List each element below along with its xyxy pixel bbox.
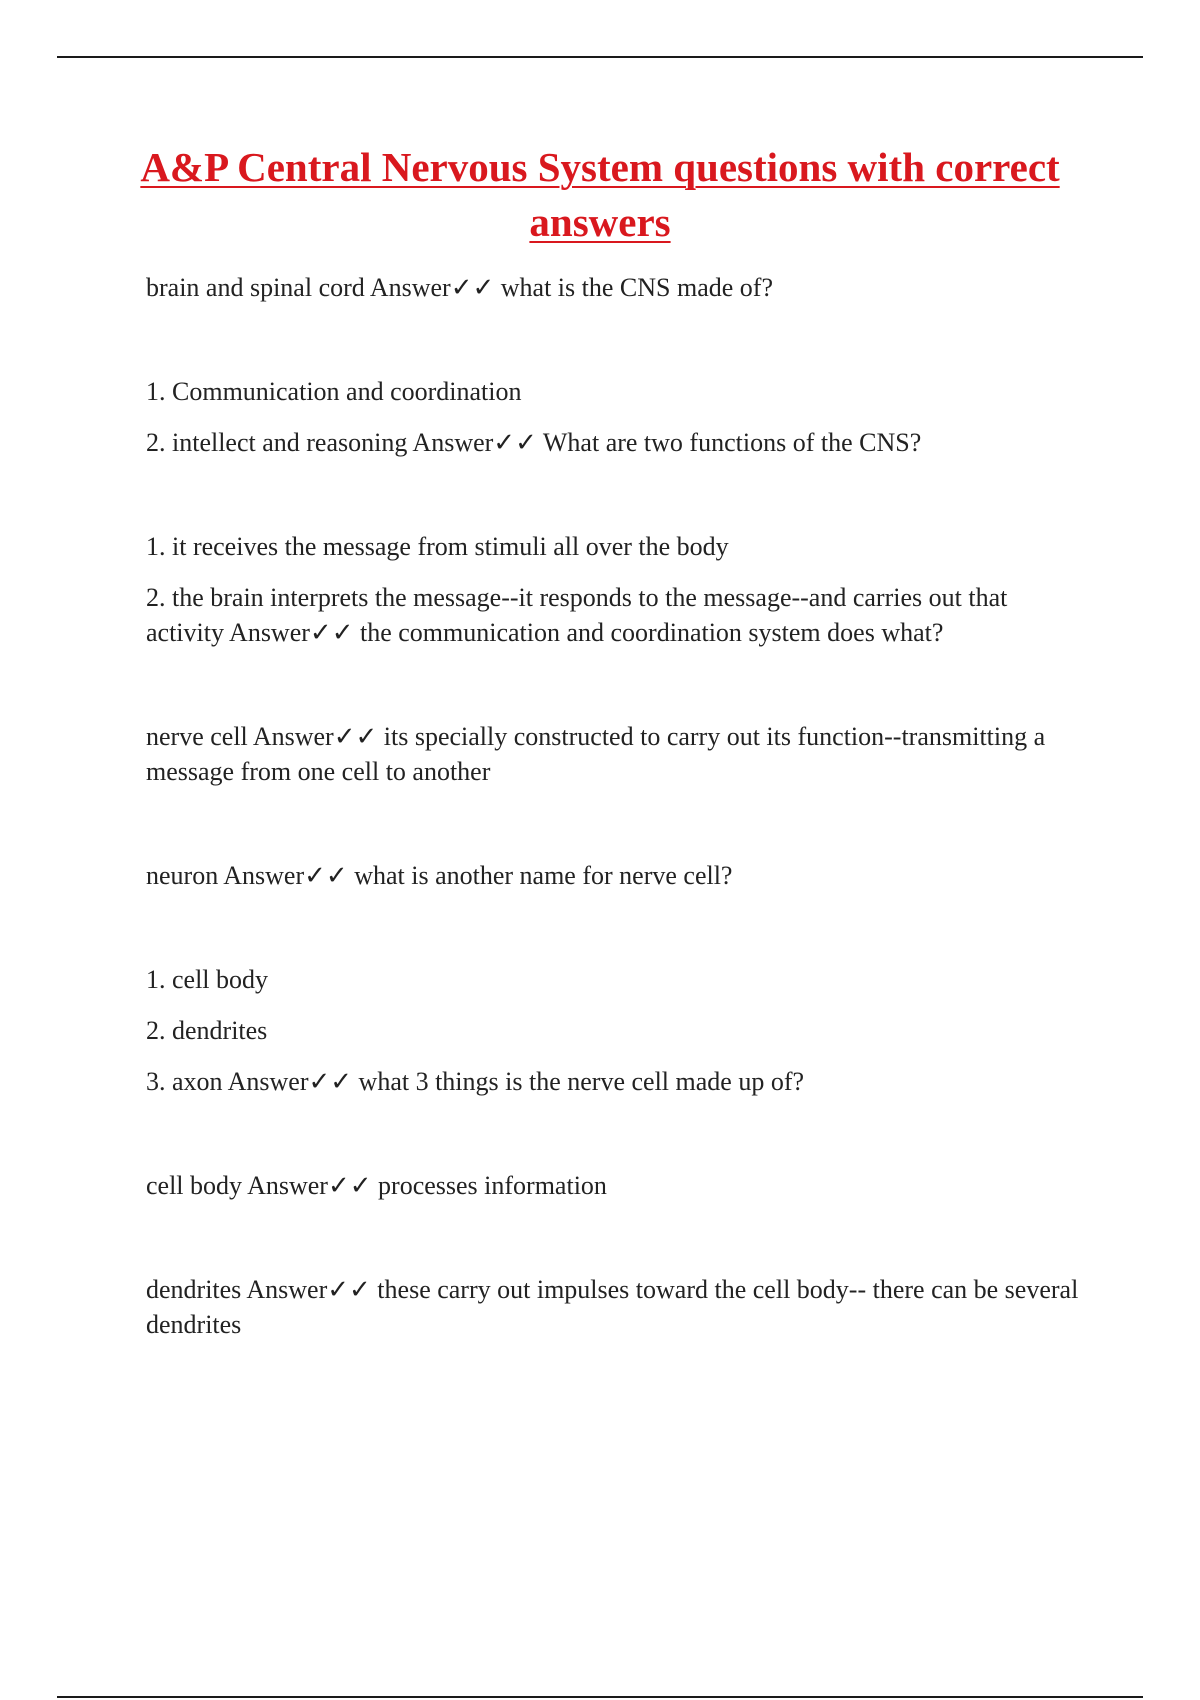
qa-line: 3. axon Answer✓✓ what 3 things is the nerve cell made up of? xyxy=(146,1067,805,1096)
qa-line: dendrites Answer✓✓ these carry out impulses toward the cell body-- there can be several dendrites xyxy=(146,1275,1079,1339)
qa-line: 2. the brain interprets the message--it responds to the message--and carries out that activity Answer✓✓ the communication and coordination system does what? xyxy=(146,583,1008,647)
top-rule xyxy=(57,56,1143,58)
qa-line: 2. dendrites xyxy=(146,1016,268,1045)
qa-line: 1. it receives the message from stimuli all over the body xyxy=(146,532,729,561)
qa-block xyxy=(146,1168,1086,1203)
qa-block xyxy=(146,374,1086,460)
qa-block xyxy=(146,1272,1086,1342)
qa-block xyxy=(146,529,1086,650)
qa-line: cell body Answer✓✓ processes information xyxy=(146,1171,607,1200)
qa-list xyxy=(146,270,1086,1411)
qa-line: 1. cell body xyxy=(146,965,269,994)
document-title: A&P Central Nervous System questions with correct answers xyxy=(140,144,1060,245)
qa-line: 1. Communication and coordination xyxy=(146,377,522,406)
qa-block xyxy=(146,270,1086,305)
qa-block xyxy=(146,858,1086,893)
qa-block xyxy=(146,719,1086,789)
qa-line: brain and spinal cord Answer✓✓ what is the CNS made of? xyxy=(146,273,773,302)
bottom-rule xyxy=(57,1696,1143,1698)
qa-line: neuron Answer✓✓ what is another name for nerve cell? xyxy=(146,861,733,890)
qa-line: nerve cell Answer✓✓ its specially constructed to carry out its function--transmitting a message from one cell to another xyxy=(146,722,1046,786)
qa-line: 2. intellect and reasoning Answer✓✓ What are two functions of the CNS? xyxy=(146,428,922,457)
qa-block xyxy=(146,962,1086,1099)
